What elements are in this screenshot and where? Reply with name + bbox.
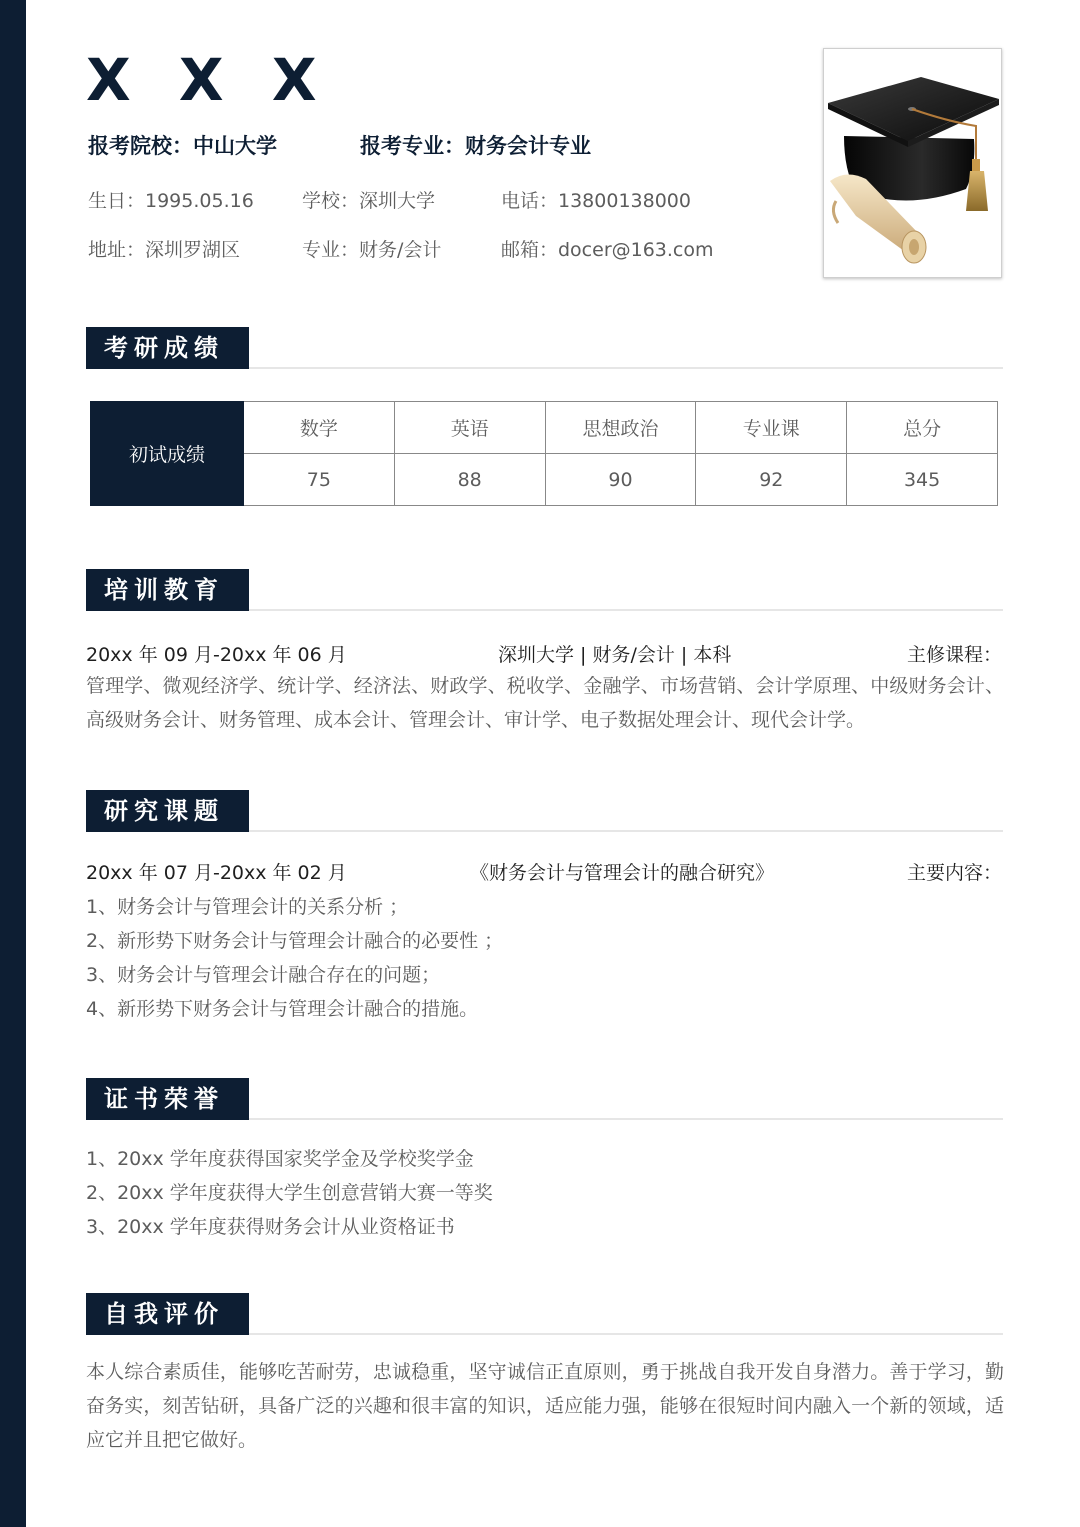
- info-birthday: 生日：1995.05.16: [88, 190, 254, 212]
- score-header-cell: 英语: [394, 402, 545, 454]
- score-value-cell: 345: [847, 454, 998, 506]
- score-value-cell: 92: [696, 454, 847, 506]
- section-scores-title: 考研成绩: [86, 327, 249, 369]
- section-certificates-title: 证书荣誉: [86, 1078, 249, 1120]
- research-content-label: 主要内容：: [907, 862, 1003, 884]
- target-major: 报考专业：财务会计专业: [360, 134, 591, 158]
- section-self-eval-header: [86, 1293, 1003, 1335]
- section-research-title: 研究课题: [86, 790, 249, 832]
- score-header-cell: 数学: [244, 402, 395, 454]
- info-address: 地址：深圳罗湖区: [88, 239, 241, 261]
- list-item: 2、20xx 学年度获得大学生创意营销大赛一等奖: [86, 1182, 493, 1204]
- section-scores-header: [86, 327, 1003, 369]
- section-education-title: 培训教育: [86, 569, 249, 611]
- list-item: 3、20xx 学年度获得财务会计从业资格证书: [86, 1216, 455, 1238]
- score-value-cell: 90: [545, 454, 696, 506]
- section-self-eval-title: 自我评价: [86, 1293, 249, 1335]
- score-table: [90, 401, 998, 506]
- left-accent-bar: [0, 0, 26, 1527]
- section-divider: [249, 1118, 1003, 1120]
- info-major: 专业：财务/会计: [302, 239, 442, 261]
- score-header-cell: 思想政治: [545, 402, 696, 454]
- info-email: 邮箱：docer@163.com: [501, 239, 714, 261]
- research-period: 20xx 年 07 月-20xx 年 02 月: [86, 862, 347, 884]
- list-item: 1、20xx 学年度获得国家奖学金及学校奖学金: [86, 1148, 474, 1170]
- list-item: 2、新形势下财务会计与管理会计融合的必要性 ；: [86, 930, 504, 952]
- target-school: 报考院校：中山大学: [88, 134, 277, 158]
- education-period: 20xx 年 09 月-20xx 年 06 月: [86, 644, 347, 666]
- score-header-cell: 总分: [847, 402, 998, 454]
- info-phone: 电话：13800138000: [501, 190, 691, 212]
- section-certificates-header: [86, 1078, 1003, 1120]
- section-divider: [249, 367, 1003, 369]
- profile-photo: [823, 48, 1002, 278]
- section-divider: [249, 1333, 1003, 1335]
- table-row: [91, 402, 998, 454]
- section-divider: [249, 830, 1003, 832]
- graduation-cap-icon: [826, 51, 1001, 277]
- info-school: 学校：深圳大学: [302, 190, 436, 212]
- section-divider: [249, 609, 1003, 611]
- score-value-cell: 75: [244, 454, 395, 506]
- education-courses-label: 主修课程：: [907, 644, 1003, 666]
- list-item: 3、财务会计与管理会计融合存在的问题；: [86, 964, 441, 986]
- research-title: 《财务会计与管理会计的融合研究》: [470, 862, 775, 884]
- candidate-name: X X X: [86, 46, 331, 114]
- education-school-line: 深圳大学 | 财务/会计 | 本科: [498, 644, 732, 666]
- score-value-cell: 88: [394, 454, 545, 506]
- section-research-header: [86, 790, 1003, 832]
- education-courses: 管理学、微观经济学、统计学、经济法、财政学、税收学、金融学、市场营销、会计学原理、中级财务会计、高级财务会计、财务管理、成本会计、管理会计、审计学、电子数据处理会计、现代会计学。: [86, 675, 1004, 731]
- score-header-cell: 专业课: [696, 402, 847, 454]
- score-row-label: 初试成绩: [91, 402, 244, 506]
- section-education-header: [86, 569, 1003, 611]
- self-evaluation-text: 本人综合素质佳，能够吃苦耐劳，忠诚稳重，坚守诚信正直原则，勇于挑战自我开发自身潜力。善于学习，勤奋务实，刻苦钻研，具备广泛的兴趣和很丰富的知识，适应能力强，能够在很短时间内融入一个新的领域，适应它并且把它做好。: [86, 1361, 1004, 1451]
- list-item: 1、财务会计与管理会计的关系分析 ；: [86, 896, 409, 918]
- list-item: 4、新形势下财务会计与管理会计融合的措施。: [86, 998, 479, 1020]
